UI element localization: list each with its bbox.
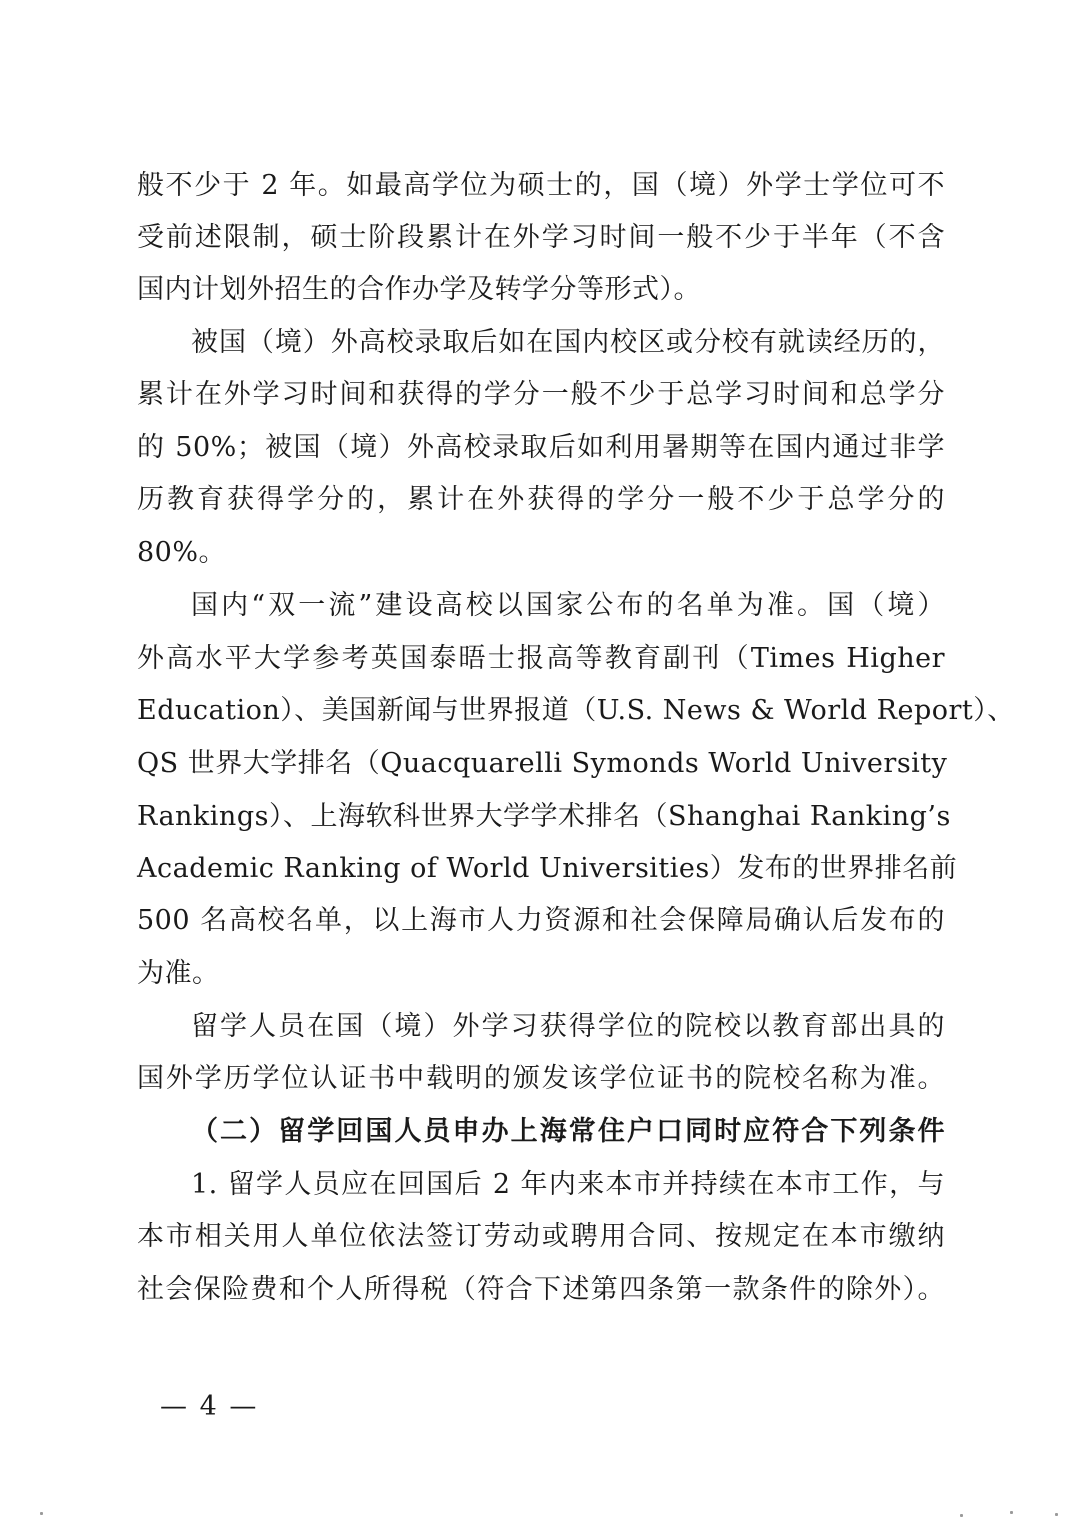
text-line: 80%。 xyxy=(137,537,227,568)
text-line: Academic Ranking of World Universities）发布的世界排名前 xyxy=(137,853,958,884)
text-line: 本市相关用人单位依法签订劳动或聘用合同、按规定在本市缴纳 xyxy=(137,1221,945,1252)
page-number: — 4 — xyxy=(160,1391,259,1422)
text-line: 国内计划外招生的合作办学及转学分等形式）。 xyxy=(137,274,701,305)
text-line: 500 名高校名单，以上海市人力资源和社会保障局确认后发布的 xyxy=(137,905,945,936)
text-line: 累计在外学习时间和获得的学分一般不少于总学习时间和总学分 xyxy=(137,379,945,410)
text-line: 社会保险费和个人所得税（符合下述第四条第一款条件的除外）。 xyxy=(137,1274,945,1305)
text-line: 历教育获得学分的，累计在外获得的学分一般不少于总学分的 xyxy=(137,484,945,515)
scan-artifact xyxy=(1010,1511,1013,1514)
text-line: 国内“双一流”建设高校以国家公布的名单为准。国（境） xyxy=(191,590,945,621)
text-line: Education）、美国新闻与世界报道（U.S. News & World Report）、 xyxy=(137,695,1015,726)
scan-artifact xyxy=(960,1514,963,1517)
text-line: 1. 留学人员应在回国后 2 年内来本市并持续在本市工作，与 xyxy=(191,1169,945,1200)
scan-artifact xyxy=(1055,1513,1058,1516)
text-line: QS 世界大学排名（Quacquarelli Symonds World University xyxy=(137,748,948,779)
text-line: 为准。 xyxy=(137,958,220,989)
text-line: 国外学历学位认证书中载明的颁发该学位证书的院校名称为准。 xyxy=(137,1063,945,1094)
section-heading: （二）留学回国人员申办上海常住户口同时应符合下列条件 xyxy=(191,1116,945,1147)
text-line: 的 50%；被国（境）外高校录取后如利用暑期等在国内通过非学 xyxy=(137,432,945,463)
text-line: 留学人员在国（境）外学习获得学位的院校以教育部出具的 xyxy=(191,1011,945,1042)
text-line: 般不少于 2 年。如最高学位为硕士的，国（境）外学士学位可不 xyxy=(137,170,945,201)
text-line: 受前述限制，硕士阶段累计在外学习时间一般不少于半年（不含 xyxy=(137,222,945,253)
text-line: 被国（境）外高校录取后如在国内校区或分校有就读经历的， xyxy=(191,327,945,358)
text-line: 外高水平大学参考英国泰晤士报高等教育副刊（Times Higher xyxy=(137,643,945,674)
text-line: Rankings）、上海软科世界大学学术排名（Shanghai Ranking’s xyxy=(137,801,951,832)
scan-artifact xyxy=(40,1512,43,1515)
